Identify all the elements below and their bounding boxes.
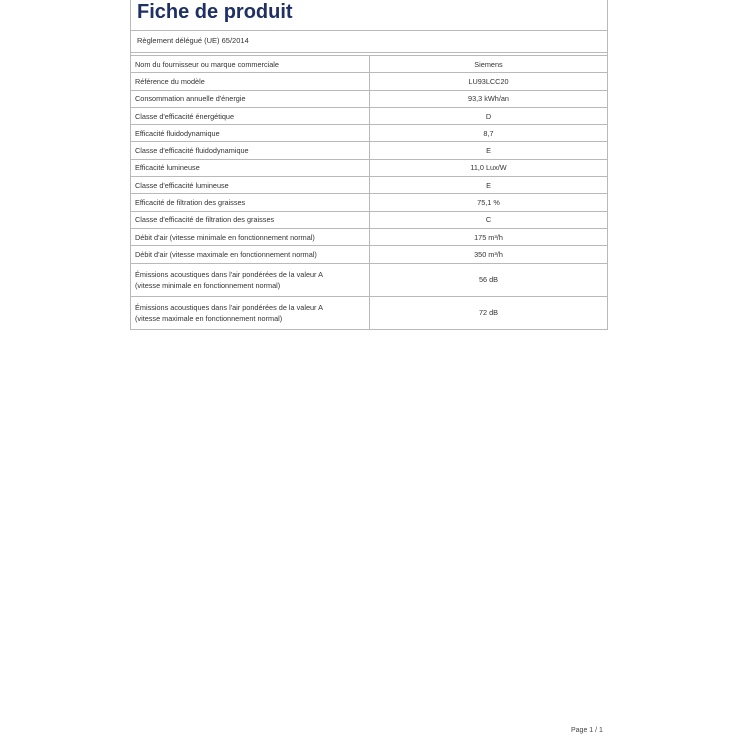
product-table bbox=[131, 56, 607, 329]
row-value: 75,1 % bbox=[370, 194, 608, 211]
page-title: Fiche de produit bbox=[137, 1, 293, 23]
table-row bbox=[131, 73, 607, 90]
title-box bbox=[131, 0, 607, 31]
row-label: Efficacité lumineuse bbox=[131, 159, 370, 176]
row-label: Nom du fournisseur ou marque commerciale bbox=[131, 56, 370, 73]
row-label: Consommation annuelle d'énergie bbox=[131, 90, 370, 107]
row-label-line: (vitesse maximale en fonctionnement normal) bbox=[135, 313, 283, 323]
row-label: Efficacité fluidodynamique bbox=[131, 125, 370, 142]
table-row bbox=[131, 159, 607, 176]
row-value: 56 dB bbox=[370, 263, 608, 296]
regulation-box bbox=[131, 31, 607, 53]
table-row bbox=[131, 296, 607, 329]
table-row bbox=[131, 107, 607, 124]
table-row bbox=[131, 125, 607, 142]
row-label: Classe d'efficacité fluidodynamique bbox=[131, 142, 370, 159]
row-label: Classe d'efficacité énergétique bbox=[131, 107, 370, 124]
row-value: 175 m³/h bbox=[370, 228, 608, 245]
table-row bbox=[131, 142, 607, 159]
table-row bbox=[131, 211, 607, 228]
table-row bbox=[131, 177, 607, 194]
row-label: Débit d'air (vitesse maximale en fonctionnement normal) bbox=[131, 246, 370, 263]
table-row bbox=[131, 90, 607, 107]
row-value: 11,0 Lux/W bbox=[370, 159, 608, 176]
row-value: 93,3 kWh/an bbox=[370, 90, 608, 107]
row-value: E bbox=[370, 177, 608, 194]
row-label: Efficacité de filtration des graisses bbox=[131, 194, 370, 211]
row-label-line: Émissions acoustiques dans l'air pondérées de la valeur A bbox=[135, 269, 323, 279]
table-row bbox=[131, 246, 607, 263]
table-row bbox=[131, 56, 607, 73]
row-label-line: Émissions acoustiques dans l'air pondérées de la valeur A bbox=[135, 302, 323, 312]
regulation-text: Règlement délégué (UE) 65/2014 bbox=[137, 36, 249, 45]
row-value: D bbox=[370, 107, 608, 124]
row-value: C bbox=[370, 211, 608, 228]
row-label bbox=[131, 296, 370, 329]
row-value: E bbox=[370, 142, 608, 159]
row-value: 72 dB bbox=[478, 308, 499, 318]
table-row bbox=[131, 228, 607, 245]
row-value: 8,7 bbox=[370, 125, 608, 142]
row-label bbox=[131, 263, 370, 296]
row-label: Classe d'efficacité de filtration des graisses bbox=[131, 211, 370, 228]
row-label: Débit d'air (vitesse minimale en fonctionnement normal) bbox=[131, 228, 370, 245]
row-value: LU93LCC20 bbox=[370, 73, 608, 90]
row-label-line: (vitesse minimale en fonctionnement normal) bbox=[135, 280, 281, 290]
table-row bbox=[131, 194, 607, 211]
row-value: 350 m³/h bbox=[370, 246, 608, 263]
row-label: Référence du modèle bbox=[131, 73, 370, 90]
row-label: Classe d'efficacité lumineuse bbox=[131, 177, 370, 194]
page-number: Page 1 / 1 bbox=[571, 727, 603, 734]
product-sheet bbox=[130, 0, 608, 330]
table-row bbox=[131, 263, 607, 296]
row-value: Siemens bbox=[370, 56, 608, 73]
